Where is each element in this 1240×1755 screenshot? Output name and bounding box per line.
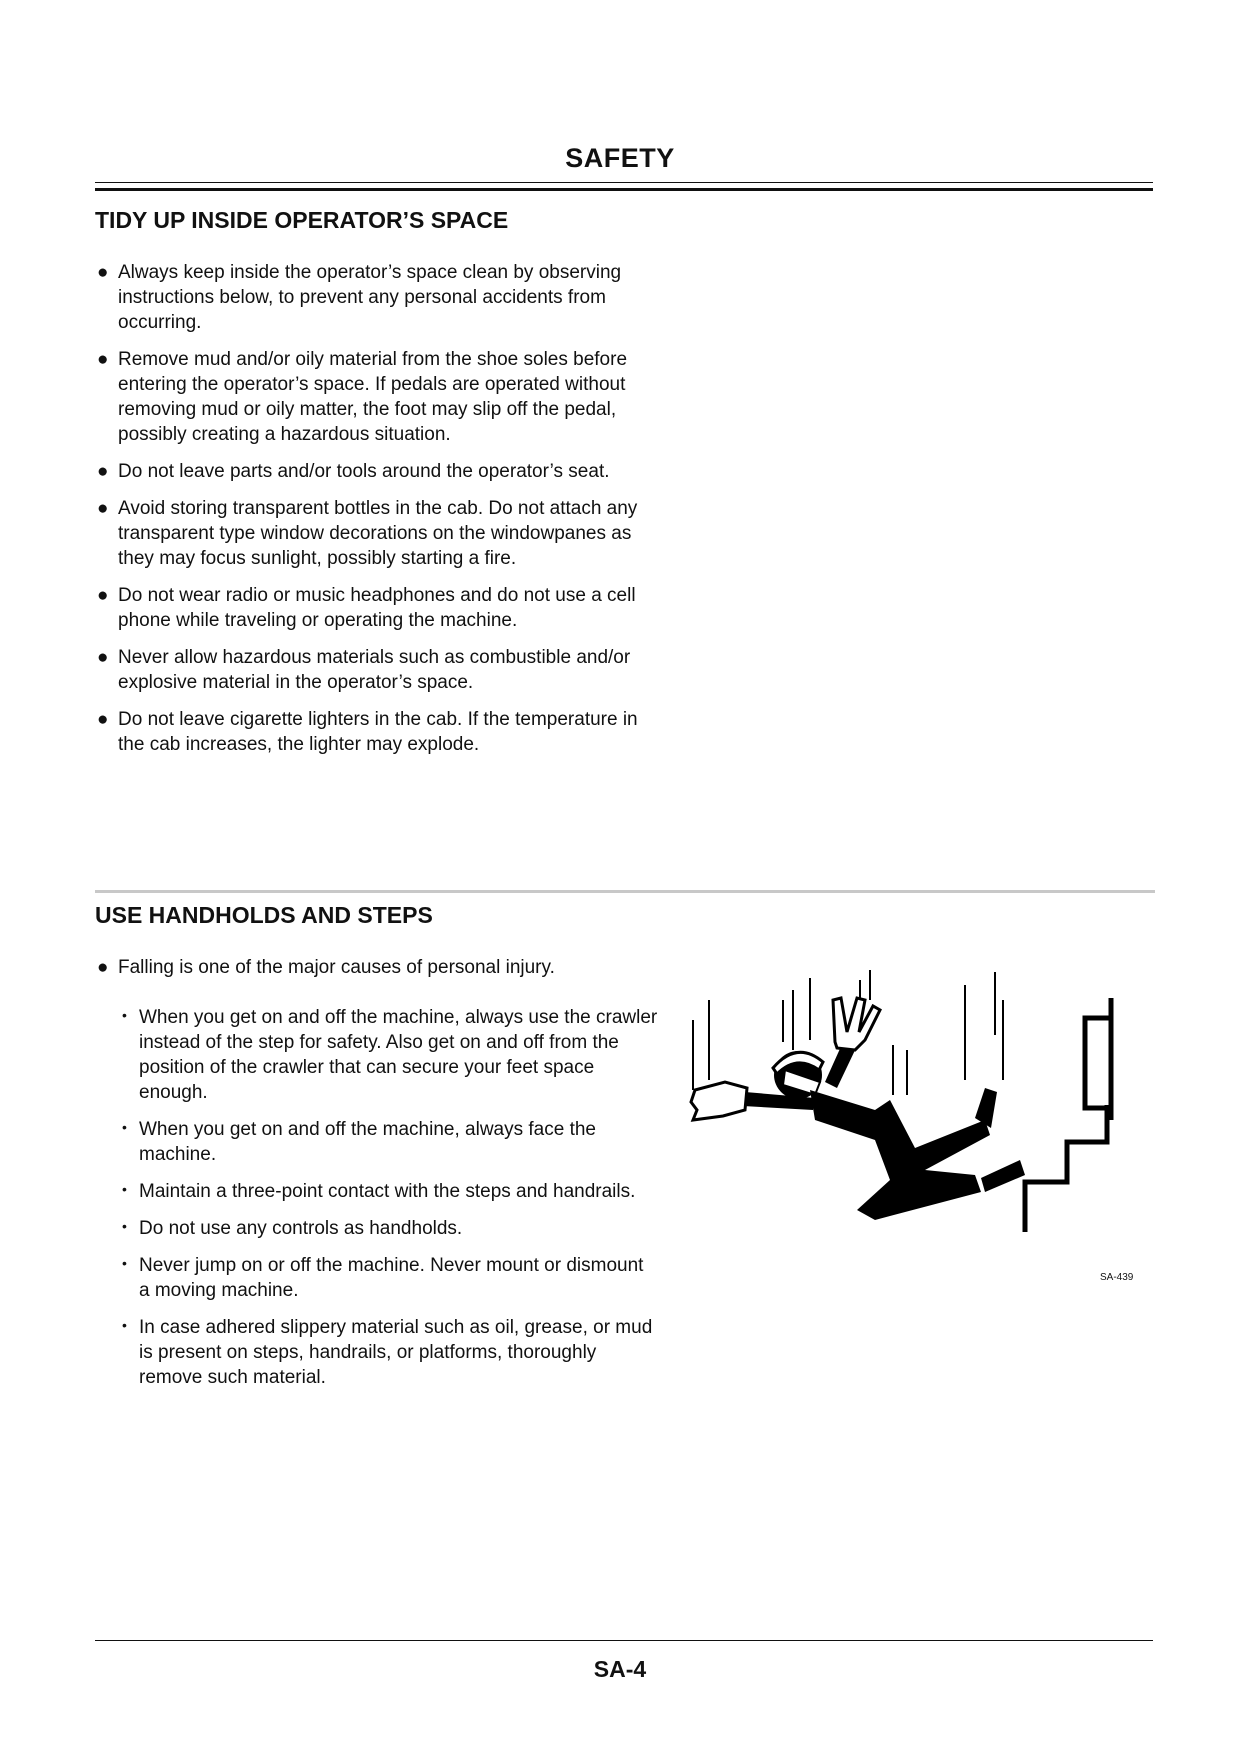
bullet-icon: ●	[97, 461, 109, 482]
list-item: • Never jump on or off the machine. Never mount or dismount a moving machine.	[118, 1253, 658, 1303]
header-rule-thin	[95, 182, 1153, 183]
small-bullet-icon: •	[122, 1119, 127, 1135]
small-bullet-icon: •	[122, 1181, 127, 1197]
bullet-icon: ●	[97, 585, 109, 606]
list-item: • When you get on and off the machine, always use the crawler instead of the step for safety. Also get on and off from the position of the crawler that can secure your feet space enough.	[118, 1005, 658, 1105]
page-number: SA-4	[593, 1656, 647, 1682]
bullet-icon: ●	[97, 957, 109, 978]
list-item: ● Do not wear radio or music headphones and do not use a cell phone while traveling or operating the machine.	[97, 585, 636, 631]
falling-person-illustration	[685, 970, 1145, 1245]
footer-rule	[95, 1640, 1153, 1641]
list-item: • When you get on and off the machine, always face the machine.	[118, 1117, 658, 1167]
handholds-intro-list	[95, 955, 655, 992]
bullet-icon: ●	[97, 709, 109, 730]
bullet-icon: ●	[97, 349, 109, 370]
handholds-sublist	[118, 1005, 658, 1402]
list-item: ● Do not leave cigarette lighters in the cab. If the temperature in the cab increases, the lighter may explode.	[97, 709, 638, 755]
small-bullet-icon: •	[122, 1317, 127, 1333]
small-bullet-icon: •	[122, 1007, 127, 1023]
list-item: ● Falling is one of the major causes of personal injury.	[97, 957, 555, 978]
list-item: ● Always keep inside the operator’s space clean by observing instructions below, to prevent any personal accidents from occurring.	[97, 262, 622, 333]
section-heading-tidy-up: TIDY UP INSIDE OPERATOR’S SPACE	[95, 207, 509, 233]
section-heading-handholds: USE HANDHOLDS AND STEPS	[95, 902, 433, 928]
list-item: ● Avoid storing transparent bottles in the cab. Do not attach any transparent type window decorations on the windowpanes as they may focus sunlight, possibly starting a fire.	[97, 498, 638, 569]
header-rule-thick	[95, 188, 1153, 191]
list-item: • Maintain a three-point contact with the steps and handrails.	[118, 1179, 658, 1204]
tidy-up-list	[95, 260, 655, 769]
list-item: • Do not use any controls as handholds.	[118, 1216, 658, 1241]
list-item: • In case adhered slippery material such as oil, grease, or mud is present on steps, handrails, or platforms, thoroughly remove such material.	[118, 1315, 658, 1390]
list-item: ● Do not leave parts and/or tools around the operator’s seat.	[97, 461, 610, 482]
list-item: ● Never allow hazardous materials such as combustible and/or explosive material in the operator’s space.	[97, 647, 631, 693]
bullet-icon: ●	[97, 498, 109, 519]
small-bullet-icon: •	[122, 1255, 127, 1271]
section-divider	[95, 890, 1155, 893]
page-title: SAFETY	[565, 143, 675, 173]
bullet-icon: ●	[97, 262, 109, 283]
list-item: ● Remove mud and/or oily material from the shoe soles before entering the operator’s space. If pedals are operated without removing mud or oily matter, the foot may slip off the pedal, possibly creating a hazardous situation.	[97, 349, 628, 445]
person-icon	[691, 998, 1025, 1220]
small-bullet-icon: •	[122, 1218, 127, 1234]
stairs-icon	[1025, 998, 1111, 1232]
bullet-icon: ●	[97, 647, 109, 668]
figure-code: SA-439	[1100, 1272, 1134, 1283]
